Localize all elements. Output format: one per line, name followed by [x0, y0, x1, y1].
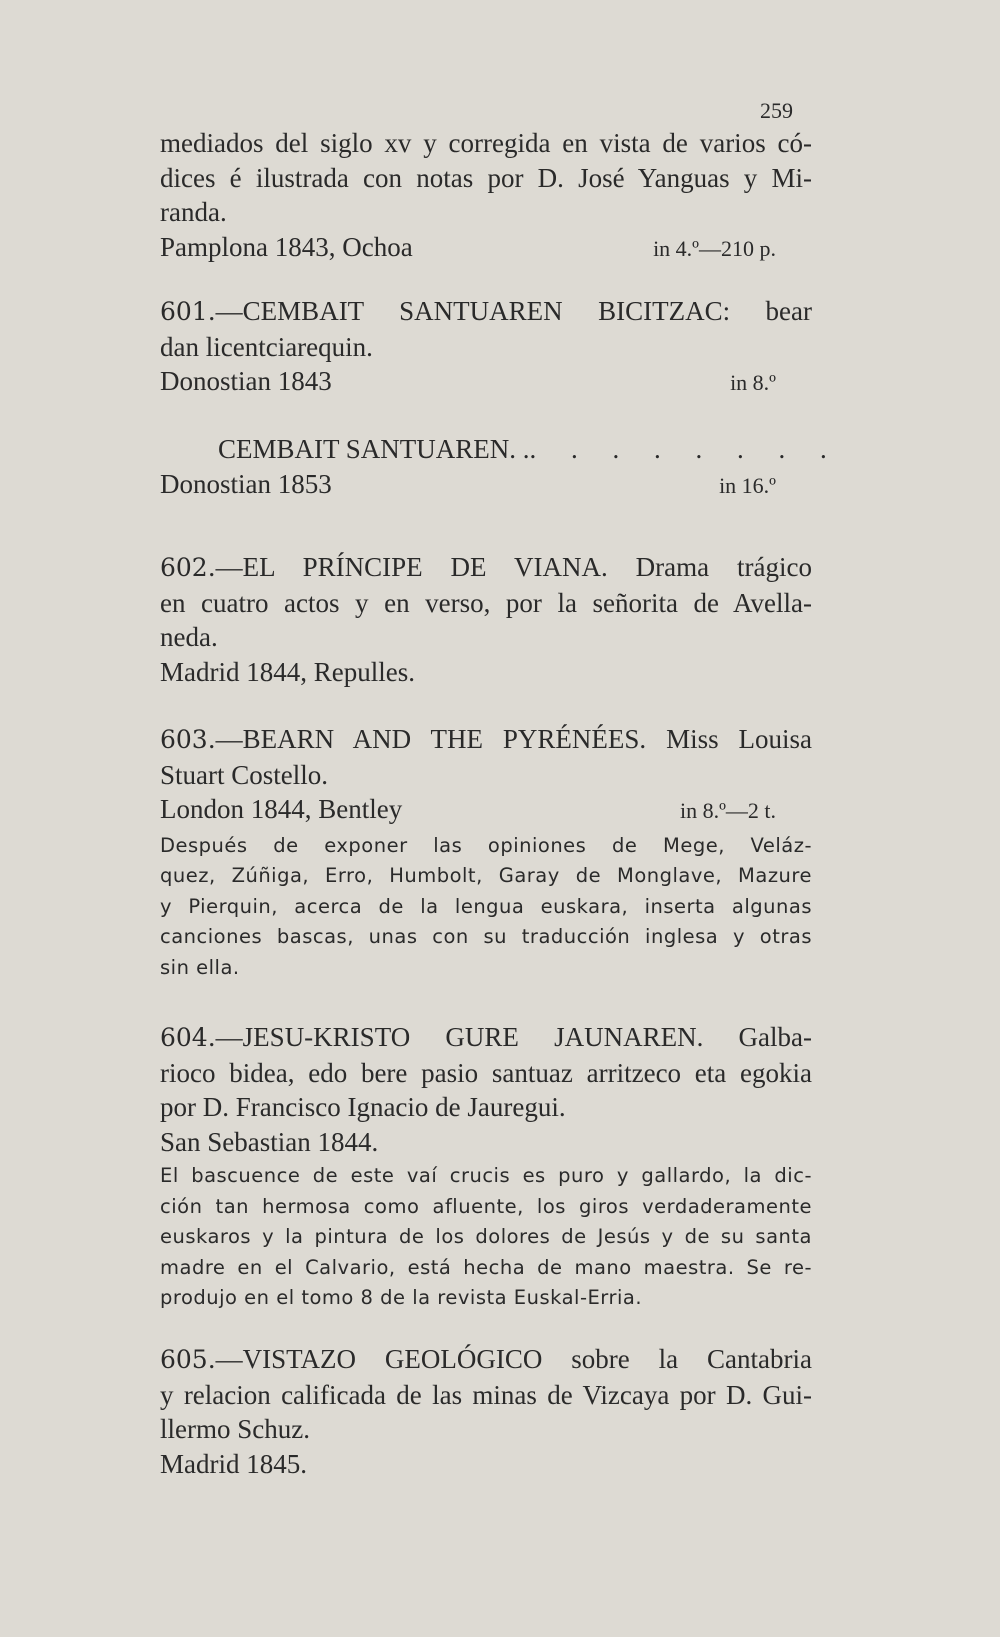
note-line: canciones bascas, unas con su traducción inglesa y otras — [160, 925, 812, 948]
note-line: y Pierquin, acerca de la lengua euskara, inserta algunas — [160, 894, 812, 918]
note-line: sin ella. — [160, 955, 240, 979]
entry-title-line — [160, 432, 841, 467]
page-number: 259 — [760, 98, 793, 123]
entry-text-line: por D. Francisco Ignacio de Jauregui. — [160, 1092, 566, 1122]
entry-continuation — [160, 126, 812, 266]
entry-text-line: mediados del siglo xv y corregida en vista de varios có- — [160, 128, 812, 158]
imprint-place-date: Donostian 1853 — [160, 468, 332, 499]
note-line: Después de exponer las opiniones de Mege, Veláz- — [160, 833, 812, 857]
entry-number: 602. — [160, 553, 216, 582]
entry-601 — [160, 294, 812, 401]
entry-title-text: —BEARN AND THE PYRÉNÉES. Miss Louisa — [215, 724, 812, 754]
entry-602 — [160, 550, 812, 689]
entry-603 — [160, 722, 812, 983]
entry-text-line: y relacion calificada de las minas de Vizcaya por D. Gui- — [160, 1379, 812, 1410]
imprint-line — [160, 230, 812, 267]
entry-title-text: —EL PRÍNCIPE DE VIANA. Drama trágico — [215, 552, 812, 582]
entry-number: 604. — [160, 1023, 216, 1052]
entry-text-line: llermo Schuz. — [160, 1414, 310, 1444]
imprint-place-date: Donostian 1843 — [160, 366, 332, 396]
entry-text-line: dices é ilustrada con notas por D. José Yanguas y Mi- — [160, 162, 812, 193]
note-line: El bascuence de este vaí crucis es puro y gallardo, la dic- — [160, 1164, 812, 1187]
imprint-place-date: Madrid 1845. — [160, 1448, 307, 1479]
entry-text-line: rioco bidea, edo bere pasio santuaz arritzeco eta egokia — [160, 1057, 812, 1088]
entry-title-text: —JESU-KRISTO GURE JAUNAREN. Galba- — [215, 1022, 812, 1052]
entry-text-line: Stuart Costello. — [160, 759, 328, 790]
note-line: ción tan hermosa como afluente, los giros verdaderamente — [160, 1194, 812, 1218]
entry-note — [160, 831, 812, 984]
entry-text-line: randa. — [160, 197, 227, 227]
entry-number: 603. — [160, 725, 216, 754]
note-line: madre en el Calvario, está hecha de mano maestra. Se re- — [160, 1255, 812, 1279]
leader-dots: . . . . . . . . — [529, 434, 841, 464]
imprint-format: in 8.º — [730, 370, 776, 395]
note-line: quez, Zúñiga, Erro, Humbolt, Garay de Monglave, Mazure — [160, 864, 812, 887]
entry-601-variant — [160, 432, 841, 503]
entry-text-line: neda. — [160, 622, 218, 652]
imprint-place-date: San Sebastian 1844. — [160, 1126, 379, 1157]
entry-text-line: dan licentciarequin. — [160, 331, 373, 362]
entry-605 — [160, 1342, 812, 1481]
entry-title-text: —VISTAZO GEOLÓGICO sobre la Cantabria — [215, 1344, 812, 1374]
imprint-place-date: London 1844, Bentley — [160, 794, 403, 824]
entry-note — [160, 1161, 812, 1314]
entry-title-line — [160, 550, 812, 586]
note-line: produjo en el tomo 8 de la revista Euskal-Erria. — [160, 1286, 643, 1309]
note-line: euskaros y la pintura de los dolores de Jesús y de su santa — [160, 1225, 812, 1248]
entry-text-line: en cuatro actos y en verso, por la señorita de Avella- — [160, 587, 812, 618]
imprint-place-date: Pamplona 1843, Ochoa — [160, 231, 413, 262]
entry-number: 601. — [160, 297, 216, 326]
imprint-line — [160, 364, 812, 401]
entry-title-text: CEMBAIT SANTUAREN. . — [218, 434, 530, 464]
imprint-place-date: Madrid 1844, Repulles. — [160, 656, 415, 687]
imprint-format: in 16.º — [719, 472, 776, 498]
entry-number: 605. — [160, 1345, 216, 1374]
imprint-line — [160, 467, 812, 504]
entry-title-text: —CEMBAIT SANTUAREN BICITZAC: bear — [215, 296, 812, 326]
entry-title-line — [160, 294, 812, 330]
entry-604 — [160, 1020, 812, 1314]
imprint-format: in 4.º—210 p. — [653, 235, 776, 261]
entry-title-line — [160, 1342, 812, 1378]
entry-title-line — [160, 1020, 812, 1056]
imprint-format: in 8.º—2 t. — [679, 798, 776, 823]
imprint-line — [160, 792, 812, 829]
entry-title-line — [160, 722, 812, 758]
